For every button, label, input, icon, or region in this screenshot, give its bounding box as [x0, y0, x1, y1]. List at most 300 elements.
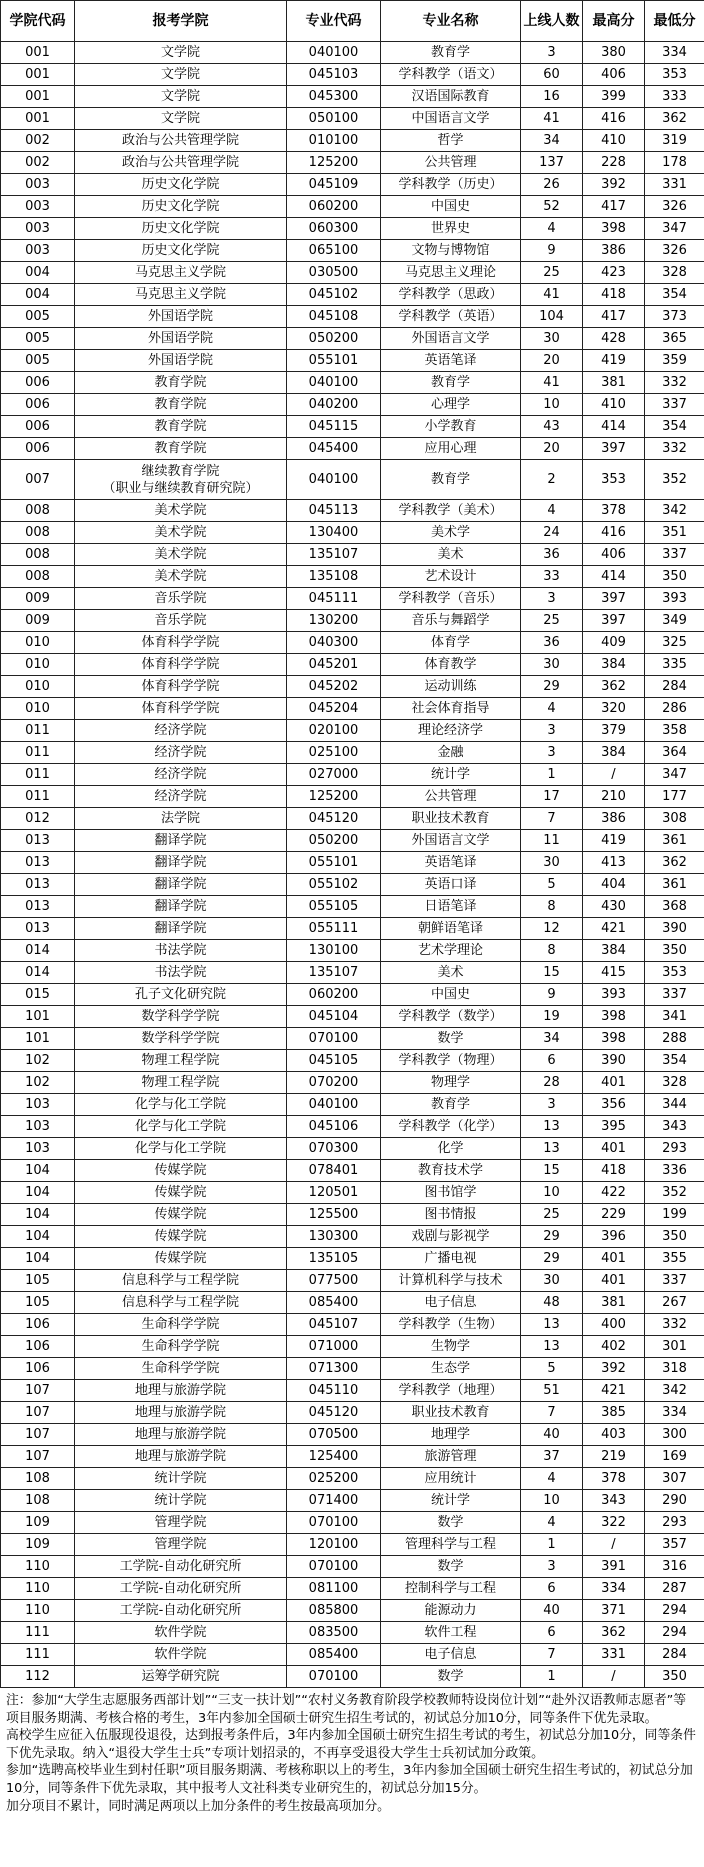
major-code-cell: 060300	[287, 218, 381, 240]
max-score-cell: 402	[583, 1336, 645, 1358]
admit-count-cell: 1	[521, 1666, 583, 1688]
admit-count-cell: 17	[521, 786, 583, 808]
major-code-cell: 130400	[287, 522, 381, 544]
major-name-cell: 教育学	[381, 460, 521, 500]
max-score-cell: 228	[583, 152, 645, 174]
college-code-cell: 015	[1, 984, 75, 1006]
major-name-cell: 运动训练	[381, 676, 521, 698]
note-paragraph: 注：参加“大学生志愿服务西部计划”“三支一扶计划”“农村义务教育阶段学校教师特设岗位计划”“赴外汉语教师志愿者”等项目服务期满、考核合格的考生，3年内参加全国硕士研究生招生考试的，初试总分加10分，同等条件下优先录取。	[6, 1693, 687, 1726]
major-code-cell: 130200	[287, 610, 381, 632]
major-code-cell: 040100	[287, 42, 381, 64]
major-name-cell: 广播电视	[381, 1248, 521, 1270]
admit-count-cell: 29	[521, 676, 583, 698]
college-name-cell: 政治与公共管理学院	[75, 152, 287, 174]
admit-count-cell: 13	[521, 1138, 583, 1160]
min-score-cell: 319	[645, 130, 704, 152]
admit-count-cell: 3	[521, 742, 583, 764]
max-score-cell: 384	[583, 940, 645, 962]
admit-count-cell: 13	[521, 1116, 583, 1138]
min-score-cell: 347	[645, 218, 704, 240]
major-code-cell: 045111	[287, 588, 381, 610]
admit-count-cell: 43	[521, 416, 583, 438]
college-code-cell: 013	[1, 918, 75, 940]
admit-count-cell: 30	[521, 654, 583, 676]
min-score-cell: 337	[645, 544, 704, 566]
major-name-cell: 马克思主义理论	[381, 262, 521, 284]
admit-count-cell: 30	[521, 328, 583, 350]
college-name-cell: 翻译学院	[75, 874, 287, 896]
table-row	[1, 962, 704, 984]
major-name-cell: 旅游管理	[381, 1446, 521, 1468]
max-score-cell: 320	[583, 698, 645, 720]
min-score-cell: 354	[645, 284, 704, 306]
college-name-cell: 体育科学学院	[75, 654, 287, 676]
admit-count-cell: 25	[521, 610, 583, 632]
min-score-cell: 301	[645, 1336, 704, 1358]
header-major-name: 专业名称	[381, 1, 521, 42]
admit-count-cell: 3	[521, 42, 583, 64]
table-row	[1, 1094, 704, 1116]
max-score-cell: 381	[583, 372, 645, 394]
major-code-cell: 070300	[287, 1138, 381, 1160]
min-score-cell: 326	[645, 240, 704, 262]
min-score-cell: 350	[645, 566, 704, 588]
max-score-cell: 415	[583, 962, 645, 984]
table-row	[1, 306, 704, 328]
major-code-cell: 045107	[287, 1314, 381, 1336]
min-score-cell: 294	[645, 1600, 704, 1622]
college-code-cell: 006	[1, 372, 75, 394]
table-row	[1, 1468, 704, 1490]
table-row	[1, 1006, 704, 1028]
college-name-cell: 生命科学学院	[75, 1358, 287, 1380]
min-score-cell: 331	[645, 174, 704, 196]
min-score-cell: 361	[645, 830, 704, 852]
max-score-cell: 419	[583, 350, 645, 372]
table-row	[1, 1512, 704, 1534]
table-row	[1, 1204, 704, 1226]
admit-count-cell: 33	[521, 566, 583, 588]
min-score-cell: 336	[645, 1160, 704, 1182]
admit-count-cell: 48	[521, 1292, 583, 1314]
max-score-cell: 392	[583, 1358, 645, 1380]
min-score-cell: 169	[645, 1446, 704, 1468]
college-code-cell: 008	[1, 500, 75, 522]
admit-count-cell: 7	[521, 808, 583, 830]
min-score-cell: 358	[645, 720, 704, 742]
table-row	[1, 1160, 704, 1182]
college-name-cell: 管理学院	[75, 1512, 287, 1534]
major-code-cell: 045113	[287, 500, 381, 522]
table-row	[1, 1358, 704, 1380]
major-code-cell: 045202	[287, 676, 381, 698]
major-code-cell: 045400	[287, 438, 381, 460]
table-row	[1, 284, 704, 306]
college-name-cell: 传媒学院	[75, 1160, 287, 1182]
college-code-cell: 013	[1, 830, 75, 852]
max-score-cell: 430	[583, 896, 645, 918]
table-row	[1, 852, 704, 874]
college-name-cell: 文学院	[75, 86, 287, 108]
min-score-cell: 337	[645, 394, 704, 416]
admit-count-cell: 1	[521, 764, 583, 786]
major-name-cell: 金融	[381, 742, 521, 764]
major-name-cell: 学科教学（英语）	[381, 306, 521, 328]
major-code-cell: 045300	[287, 86, 381, 108]
min-score-cell: 347	[645, 764, 704, 786]
major-name-cell: 日语笔译	[381, 896, 521, 918]
college-name-cell: 美术学院	[75, 544, 287, 566]
min-score-cell: 373	[645, 306, 704, 328]
admit-count-cell: 15	[521, 1160, 583, 1182]
min-score-cell: 199	[645, 1204, 704, 1226]
college-name-cell: 书法学院	[75, 940, 287, 962]
major-code-cell: 083500	[287, 1622, 381, 1644]
college-code-cell: 102	[1, 1050, 75, 1072]
max-score-cell: 410	[583, 394, 645, 416]
major-name-cell: 学科教学（音乐）	[381, 588, 521, 610]
max-score-cell: /	[583, 1534, 645, 1556]
major-name-cell: 职业技术教育	[381, 808, 521, 830]
table-row	[1, 1490, 704, 1512]
major-code-cell: 060200	[287, 196, 381, 218]
admit-count-cell: 20	[521, 438, 583, 460]
min-score-cell: 288	[645, 1028, 704, 1050]
college-name-cell: 传媒学院	[75, 1182, 287, 1204]
major-code-cell: 045102	[287, 284, 381, 306]
college-name-cell: 传媒学院	[75, 1248, 287, 1270]
major-code-cell: 045105	[287, 1050, 381, 1072]
college-name-cell: 统计学院	[75, 1468, 287, 1490]
admit-count-cell: 36	[521, 632, 583, 654]
admit-count-cell: 30	[521, 852, 583, 874]
major-name-cell: 艺术学理论	[381, 940, 521, 962]
major-name-cell: 统计学	[381, 764, 521, 786]
table-row	[1, 720, 704, 742]
major-code-cell: 070100	[287, 1028, 381, 1050]
major-code-cell: 045120	[287, 808, 381, 830]
major-code-cell: 071400	[287, 1490, 381, 1512]
min-score-cell: 357	[645, 1534, 704, 1556]
max-score-cell: 398	[583, 1028, 645, 1050]
college-name-cell: 体育科学学院	[75, 676, 287, 698]
major-code-cell: 050200	[287, 328, 381, 350]
admit-count-cell: 36	[521, 544, 583, 566]
admit-count-cell: 8	[521, 896, 583, 918]
major-code-cell: 010100	[287, 130, 381, 152]
table-row	[1, 896, 704, 918]
table-row	[1, 152, 704, 174]
major-name-cell: 公共管理	[381, 786, 521, 808]
table-row	[1, 240, 704, 262]
table-row	[1, 1314, 704, 1336]
college-code-cell: 012	[1, 808, 75, 830]
admit-count-cell: 51	[521, 1380, 583, 1402]
major-name-cell: 职业技术教育	[381, 1402, 521, 1424]
college-code-cell: 005	[1, 306, 75, 328]
max-score-cell: 378	[583, 500, 645, 522]
min-score-cell: 342	[645, 500, 704, 522]
max-score-cell: 400	[583, 1314, 645, 1336]
college-code-cell: 106	[1, 1336, 75, 1358]
max-score-cell: 381	[583, 1292, 645, 1314]
admit-count-cell: 30	[521, 1270, 583, 1292]
table-row	[1, 64, 704, 86]
admit-count-cell: 60	[521, 64, 583, 86]
note-paragraph: 加分项目不累计，同时满足两项以上加分条件的考生按最高项加分。	[6, 1798, 390, 1814]
college-code-cell: 003	[1, 174, 75, 196]
header-min-score: 最低分	[645, 1, 704, 42]
min-score-cell: 393	[645, 588, 704, 610]
table-row	[1, 874, 704, 896]
table-row	[1, 130, 704, 152]
table-row	[1, 196, 704, 218]
major-code-cell: 040100	[287, 1094, 381, 1116]
max-score-cell: 210	[583, 786, 645, 808]
college-code-cell: 110	[1, 1556, 75, 1578]
max-score-cell: 393	[583, 984, 645, 1006]
table-row	[1, 372, 704, 394]
major-name-cell: 世界史	[381, 218, 521, 240]
admit-count-cell: 10	[521, 1490, 583, 1512]
admit-count-cell: 2	[521, 460, 583, 500]
table-row	[1, 1666, 704, 1688]
college-code-cell: 109	[1, 1512, 75, 1534]
min-score-cell: 318	[645, 1358, 704, 1380]
major-name-cell: 电子信息	[381, 1644, 521, 1666]
admit-count-cell: 26	[521, 174, 583, 196]
min-score-cell: 341	[645, 1006, 704, 1028]
table-row	[1, 1446, 704, 1468]
admit-count-cell: 4	[521, 1468, 583, 1490]
admit-count-cell: 104	[521, 306, 583, 328]
min-score-cell: 334	[645, 42, 704, 64]
college-name-cell: 音乐学院	[75, 588, 287, 610]
college-name-cell: 化学与化工学院	[75, 1138, 287, 1160]
college-code-cell: 102	[1, 1072, 75, 1094]
college-code-cell: 101	[1, 1028, 75, 1050]
college-name-cell: 信息科学与工程学院	[75, 1292, 287, 1314]
max-score-cell: 401	[583, 1138, 645, 1160]
college-name-cell: 外国语学院	[75, 306, 287, 328]
college-code-cell: 002	[1, 130, 75, 152]
college-code-cell: 104	[1, 1160, 75, 1182]
college-code-cell: 014	[1, 940, 75, 962]
major-name-cell: 数学	[381, 1512, 521, 1534]
max-score-cell: 401	[583, 1072, 645, 1094]
min-score-cell: 300	[645, 1424, 704, 1446]
major-code-cell: 040200	[287, 394, 381, 416]
major-name-cell: 学科教学（语文）	[381, 64, 521, 86]
college-name-cell: 管理学院	[75, 1534, 287, 1556]
table-row	[1, 1226, 704, 1248]
major-name-cell: 学科教学（物理）	[381, 1050, 521, 1072]
college-code-cell: 002	[1, 152, 75, 174]
major-code-cell: 077500	[287, 1270, 381, 1292]
college-name-cell: 翻译学院	[75, 918, 287, 940]
college-name-cell: 地理与旅游学院	[75, 1380, 287, 1402]
table-row	[1, 1402, 704, 1424]
max-score-cell: 410	[583, 130, 645, 152]
major-name-cell: 戏剧与影视学	[381, 1226, 521, 1248]
major-code-cell: 050200	[287, 830, 381, 852]
college-name-cell: 教育学院	[75, 394, 287, 416]
college-name-cell: 物理工程学院	[75, 1050, 287, 1072]
max-score-cell: 353	[583, 460, 645, 500]
major-code-cell: 125400	[287, 1446, 381, 1468]
major-code-cell: 085400	[287, 1292, 381, 1314]
admit-count-cell: 29	[521, 1248, 583, 1270]
college-code-cell: 005	[1, 328, 75, 350]
table-row	[1, 328, 704, 350]
min-score-cell: 368	[645, 896, 704, 918]
major-code-cell: 040100	[287, 372, 381, 394]
major-name-cell: 心理学	[381, 394, 521, 416]
major-name-cell: 能源动力	[381, 1600, 521, 1622]
min-score-cell: 390	[645, 918, 704, 940]
table-row	[1, 1072, 704, 1094]
college-name-cell: 文学院	[75, 42, 287, 64]
college-code-cell: 001	[1, 42, 75, 64]
college-code-cell: 107	[1, 1402, 75, 1424]
major-name-cell: 美术	[381, 962, 521, 984]
major-code-cell: 085800	[287, 1600, 381, 1622]
max-score-cell: 421	[583, 918, 645, 940]
college-name-cell: 外国语学院	[75, 350, 287, 372]
max-score-cell: 409	[583, 632, 645, 654]
major-name-cell: 统计学	[381, 1490, 521, 1512]
major-code-cell: 045201	[287, 654, 381, 676]
college-code-cell: 107	[1, 1380, 75, 1402]
min-score-cell: 359	[645, 350, 704, 372]
major-code-cell: 078401	[287, 1160, 381, 1182]
table-row	[1, 1028, 704, 1050]
college-code-cell: 112	[1, 1666, 75, 1688]
college-name-cell: 历史文化学院	[75, 196, 287, 218]
min-score-cell: 354	[645, 416, 704, 438]
major-name-cell: 电子信息	[381, 1292, 521, 1314]
min-score-cell: 293	[645, 1138, 704, 1160]
table-row	[1, 654, 704, 676]
admit-count-cell: 4	[521, 1512, 583, 1534]
college-name-cell: 经济学院	[75, 720, 287, 742]
major-name-cell: 英语笔译	[381, 852, 521, 874]
admit-count-cell: 16	[521, 86, 583, 108]
min-score-cell: 364	[645, 742, 704, 764]
min-score-cell: 342	[645, 1380, 704, 1402]
max-score-cell: /	[583, 764, 645, 786]
table-row	[1, 1050, 704, 1072]
min-score-cell: 267	[645, 1292, 704, 1314]
major-code-cell: 135107	[287, 544, 381, 566]
admit-count-cell: 6	[521, 1578, 583, 1600]
major-name-cell: 物理学	[381, 1072, 521, 1094]
major-code-cell: 045110	[287, 1380, 381, 1402]
college-code-cell: 003	[1, 240, 75, 262]
major-name-cell: 教育学	[381, 372, 521, 394]
major-code-cell: 135108	[287, 566, 381, 588]
max-score-cell: 413	[583, 852, 645, 874]
college-code-cell: 110	[1, 1600, 75, 1622]
table-row	[1, 1248, 704, 1270]
college-code-cell: 011	[1, 764, 75, 786]
college-name-cell: 工学院-自动化研究所	[75, 1578, 287, 1600]
table-row	[1, 1578, 704, 1600]
major-code-cell: 071000	[287, 1336, 381, 1358]
college-code-cell: 103	[1, 1138, 75, 1160]
max-score-cell: /	[583, 1666, 645, 1688]
major-name-cell: 社会体育指导	[381, 698, 521, 720]
college-code-cell: 013	[1, 852, 75, 874]
table-row	[1, 500, 704, 522]
major-name-cell: 朝鲜语笔译	[381, 918, 521, 940]
college-code-cell: 009	[1, 588, 75, 610]
college-code-cell: 011	[1, 720, 75, 742]
college-code-cell: 003	[1, 196, 75, 218]
max-score-cell: 219	[583, 1446, 645, 1468]
college-code-cell: 001	[1, 86, 75, 108]
table-row	[1, 218, 704, 240]
major-name-cell: 教育学	[381, 1094, 521, 1116]
min-score-cell: 316	[645, 1556, 704, 1578]
table-header-row	[1, 1, 704, 42]
college-code-cell: 104	[1, 1248, 75, 1270]
admit-count-cell: 20	[521, 350, 583, 372]
college-code-cell: 105	[1, 1270, 75, 1292]
table-row	[1, 416, 704, 438]
major-name-cell: 学科教学（美术）	[381, 500, 521, 522]
max-score-cell: 396	[583, 1226, 645, 1248]
max-score-cell: 398	[583, 1006, 645, 1028]
major-code-cell: 081100	[287, 1578, 381, 1600]
min-score-cell: 337	[645, 984, 704, 1006]
table-row	[1, 1622, 704, 1644]
max-score-cell: 397	[583, 438, 645, 460]
college-code-cell: 008	[1, 522, 75, 544]
admit-count-cell: 34	[521, 130, 583, 152]
major-name-cell: 生物学	[381, 1336, 521, 1358]
college-code-cell: 109	[1, 1534, 75, 1556]
major-name-cell: 数学	[381, 1556, 521, 1578]
max-score-cell: 406	[583, 544, 645, 566]
table-row	[1, 1600, 704, 1622]
min-score-cell: 333	[645, 86, 704, 108]
max-score-cell: 356	[583, 1094, 645, 1116]
major-code-cell: 050100	[287, 108, 381, 130]
admit-count-cell: 5	[521, 1358, 583, 1380]
college-code-cell: 008	[1, 566, 75, 588]
table-row	[1, 808, 704, 830]
min-score-cell: 362	[645, 852, 704, 874]
major-code-cell: 045204	[287, 698, 381, 720]
table-row	[1, 1556, 704, 1578]
max-score-cell: 418	[583, 284, 645, 306]
admit-count-cell: 7	[521, 1644, 583, 1666]
min-score-cell: 350	[645, 940, 704, 962]
college-code-cell: 008	[1, 544, 75, 566]
min-score-cell: 287	[645, 1578, 704, 1600]
major-code-cell: 045109	[287, 174, 381, 196]
admit-count-cell: 3	[521, 1094, 583, 1116]
admit-count-cell: 52	[521, 196, 583, 218]
college-name-cell: 书法学院	[75, 962, 287, 984]
min-score-cell: 328	[645, 1072, 704, 1094]
college-name-cell: 历史文化学院	[75, 218, 287, 240]
college-name-cell: 外国语学院	[75, 328, 287, 350]
college-name-cell: 统计学院	[75, 1490, 287, 1512]
major-code-cell: 130100	[287, 940, 381, 962]
college-code-cell: 110	[1, 1578, 75, 1600]
